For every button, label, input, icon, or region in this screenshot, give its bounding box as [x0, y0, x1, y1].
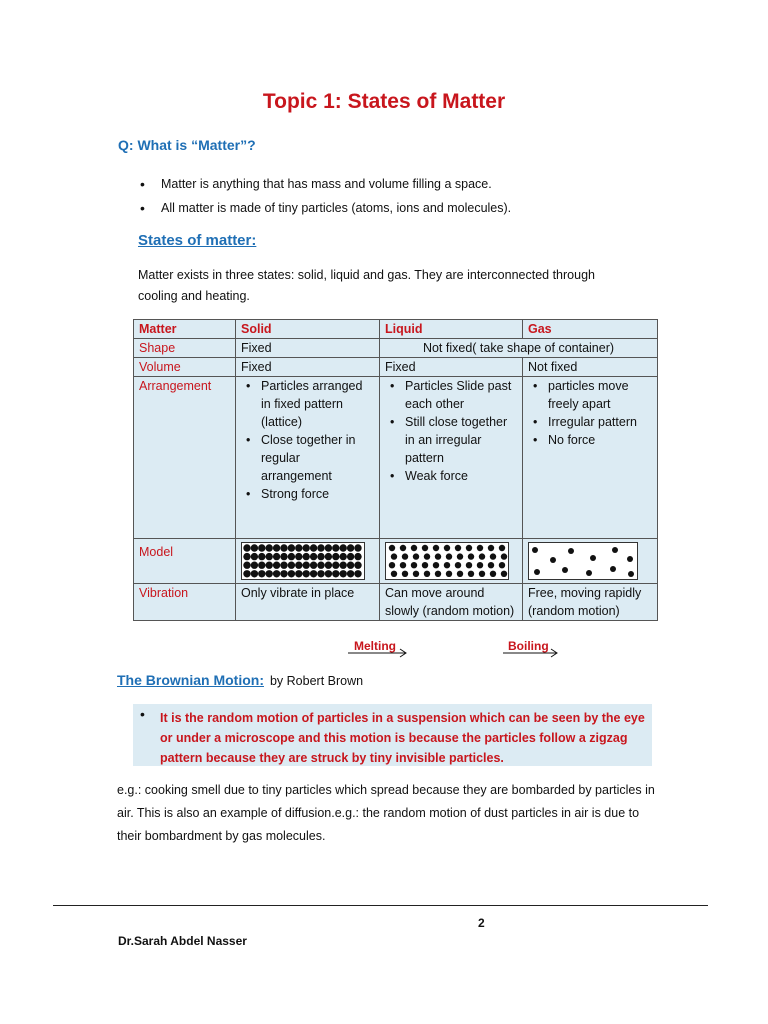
particle-dot [411, 562, 417, 568]
particle-dot [325, 553, 332, 560]
bullet-icon: • [140, 706, 145, 722]
particle-dot [354, 553, 361, 560]
particle-dot [317, 562, 324, 569]
particle-dot [273, 562, 280, 569]
cell-arrangement-solid [236, 377, 380, 539]
header-matter: Matter [134, 320, 236, 339]
particle-dot [295, 562, 302, 569]
particle-dot [391, 553, 397, 559]
gas-particle-model [528, 542, 638, 580]
particle-dot [288, 562, 295, 569]
particle-dot [627, 556, 633, 562]
particle-dot [340, 553, 347, 560]
brownian-heading [117, 672, 363, 688]
particle-dot [251, 562, 258, 569]
particle-dot [317, 570, 324, 577]
states-table [133, 319, 658, 621]
row-label-volume: Volume [134, 358, 236, 377]
states-heading: States of matter: [138, 232, 257, 249]
particle-dot [266, 553, 273, 560]
cell-model-liquid [380, 539, 523, 584]
arrangement-bullet: • Particles Slide past each other [385, 377, 517, 413]
particle-dot [310, 562, 317, 569]
particle-dot [325, 570, 332, 577]
particle-dot [532, 547, 538, 553]
particle-dot [477, 562, 483, 568]
particle-dot [354, 544, 361, 551]
particle-dot [612, 547, 618, 553]
solid-particle-model [241, 542, 365, 580]
particle-dot [295, 553, 302, 560]
table-row-model [134, 539, 658, 584]
particle-dot [466, 562, 472, 568]
particle-dot [490, 571, 496, 577]
arrangement-bullet: • particles move freely apart [528, 377, 652, 413]
brownian-author: by Robert Brown [269, 674, 364, 688]
particle-dot [422, 562, 428, 568]
row-label-model: Model [134, 539, 236, 584]
brownian-definition: It is the random motion of particles in a suspension which can be seen by the eye or under a microscope and this motion is because the particles follow a zigzag pattern because they are struck by tiny invisible particles. [160, 711, 645, 765]
cell-volume-liquid: Fixed [380, 358, 523, 377]
particle-dot [303, 562, 310, 569]
table-row-volume [134, 358, 658, 377]
particle-dot [317, 544, 324, 551]
particle-dot [280, 562, 287, 569]
example-paragraph: e.g.: cooking smell due to tiny particles which spread because they are bombarded by particles in air. This is also an example of diffusion.e.g.: the random motion of dust particles in air is due to their bombardment by gas molecules. [117, 783, 655, 843]
particle-dot [444, 545, 450, 551]
particle-dot [479, 553, 485, 559]
particle-dot [413, 553, 419, 559]
particle-dot [501, 571, 507, 577]
header-liquid: Liquid [380, 320, 523, 339]
question-heading: Q: What is “Matter”? [118, 137, 256, 153]
melting-arrow-icon [348, 648, 410, 658]
row-label-arrangement: Arrangement [134, 377, 236, 539]
particle-dot [435, 571, 441, 577]
particle-dot [266, 544, 273, 551]
particle-dot [251, 544, 258, 551]
particle-dot [488, 545, 494, 551]
header-solid: Solid [236, 320, 380, 339]
particle-dot [295, 544, 302, 551]
particle-dot [468, 553, 474, 559]
particle-dot [411, 545, 417, 551]
particle-dot [586, 570, 592, 576]
particle-dot [273, 570, 280, 577]
particle-dot [310, 570, 317, 577]
particle-dot [413, 571, 419, 577]
particle-dot [446, 571, 452, 577]
particle-dot [303, 570, 310, 577]
arrangement-bullet: • Still close together in an irregular pattern [385, 413, 517, 467]
particle-dot [466, 545, 472, 551]
footer-divider [53, 905, 708, 906]
header-gas: Gas [523, 320, 658, 339]
intro-bullet: • All matter is made of tiny particles (atoms, ions and molecules). [138, 196, 658, 220]
particle-dot [354, 562, 361, 569]
particle-dot [457, 571, 463, 577]
particle-dot [251, 553, 258, 560]
particle-dot [332, 553, 339, 560]
table-row-arrangement [134, 377, 658, 539]
particle-dot [568, 548, 574, 554]
particle-dot [243, 562, 250, 569]
particle-dot [258, 553, 265, 560]
arrangement-bullet: • Weak force [385, 467, 517, 485]
particle-dot [347, 570, 354, 577]
particle-dot [332, 570, 339, 577]
particle-dot [340, 570, 347, 577]
particle-dot [422, 545, 428, 551]
particle-dot [457, 553, 463, 559]
particle-dot [340, 562, 347, 569]
states-paragraph: Matter exists in three states: solid, liquid and gas. They are interconnected through cooling and heating. [138, 268, 595, 303]
particle-dot [243, 544, 250, 551]
row-label-vibration: Vibration [134, 584, 236, 621]
intro-bullet: • Matter is anything that has mass and volume filling a space. [138, 172, 658, 196]
liquid-particle-model [385, 542, 509, 580]
particle-dot [288, 570, 295, 577]
particle-dot [258, 544, 265, 551]
particle-dot [444, 562, 450, 568]
particle-dot [389, 545, 395, 551]
particle-dot [303, 553, 310, 560]
table-row-vibration [134, 584, 658, 621]
footer-author: Dr.Sarah Abdel Nasser [118, 934, 247, 948]
particle-dot [402, 571, 408, 577]
particle-dot [347, 553, 354, 560]
particle-dot [280, 553, 287, 560]
particle-dot [433, 545, 439, 551]
particle-dot [325, 544, 332, 551]
boiling-arrow-icon [503, 648, 561, 658]
intro-bullet-list [138, 172, 658, 220]
particle-dot [340, 544, 347, 551]
arrangement-bullet: • No force [528, 431, 652, 449]
particle-dot [288, 544, 295, 551]
particle-dot [303, 544, 310, 551]
particle-dot [266, 570, 273, 577]
particle-dot [562, 567, 568, 573]
particle-dot [400, 562, 406, 568]
particle-dot [258, 562, 265, 569]
particle-dot [258, 570, 265, 577]
brownian-heading-text: The Brownian Motion: [117, 672, 264, 688]
arrangement-bullet: • Close together in regular arrangement [241, 431, 374, 485]
cell-vibration-liquid: Can move around slowly (random motion) [380, 584, 523, 621]
page-number: 2 [478, 916, 485, 930]
particle-dot [455, 545, 461, 551]
particle-dot [435, 553, 441, 559]
particle-dot [446, 553, 452, 559]
page-title: Topic 1: States of Matter [262, 90, 506, 113]
particle-dot [490, 553, 496, 559]
particle-dot [288, 553, 295, 560]
particle-dot [280, 570, 287, 577]
cell-volume-gas: Not fixed [523, 358, 658, 377]
particle-dot [266, 562, 273, 569]
particle-dot [295, 570, 302, 577]
particle-dot [325, 562, 332, 569]
particle-dot [433, 562, 439, 568]
particle-dot [354, 570, 361, 577]
particle-dot [332, 562, 339, 569]
particle-dot [424, 571, 430, 577]
cell-model-gas [523, 539, 658, 584]
particle-dot [455, 562, 461, 568]
particle-dot [310, 553, 317, 560]
particle-dot [391, 571, 397, 577]
table-row-shape [134, 339, 658, 358]
cell-arrangement-gas [523, 377, 658, 539]
particle-dot [501, 553, 507, 559]
particle-dot [310, 544, 317, 551]
particle-dot [347, 562, 354, 569]
cell-model-solid [236, 539, 380, 584]
particle-dot [317, 553, 324, 560]
arrangement-bullet: • Particles arranged in fixed pattern (lattice) [241, 377, 374, 431]
cell-shape-liquid-gas: Not fixed( take shape of container) [380, 339, 658, 358]
particle-dot [534, 569, 540, 575]
particle-dot [468, 571, 474, 577]
row-label-shape: Shape [134, 339, 236, 358]
boiling-label: Boiling [508, 639, 549, 653]
cell-volume-solid: Fixed [236, 358, 380, 377]
particle-dot [488, 562, 494, 568]
particle-dot [550, 557, 556, 563]
particle-dot [400, 545, 406, 551]
particle-dot [499, 562, 505, 568]
particle-dot [243, 570, 250, 577]
particle-dot [280, 544, 287, 551]
particle-dot [389, 562, 395, 568]
particle-dot [332, 544, 339, 551]
cell-shape-solid: Fixed [236, 339, 380, 358]
melting-label: Melting [354, 639, 396, 653]
particle-dot [477, 545, 483, 551]
particle-dot [273, 553, 280, 560]
cell-arrangement-liquid [380, 377, 523, 539]
particle-dot [347, 544, 354, 551]
particle-dot [251, 570, 258, 577]
particle-dot [402, 553, 408, 559]
particle-dot [273, 544, 280, 551]
cell-vibration-gas: Free, moving rapidly (random motion) [523, 584, 658, 621]
particle-dot [628, 571, 634, 577]
table-header-row [134, 320, 658, 339]
particle-dot [424, 553, 430, 559]
cell-vibration-solid: Only vibrate in place [236, 584, 380, 621]
particle-dot [479, 571, 485, 577]
particle-dot [499, 545, 505, 551]
particle-dot [243, 553, 250, 560]
particle-dot [590, 555, 596, 561]
arrangement-bullet: • Strong force [241, 485, 374, 503]
particle-dot [610, 566, 616, 572]
arrangement-bullet: • Irregular pattern [528, 413, 652, 431]
